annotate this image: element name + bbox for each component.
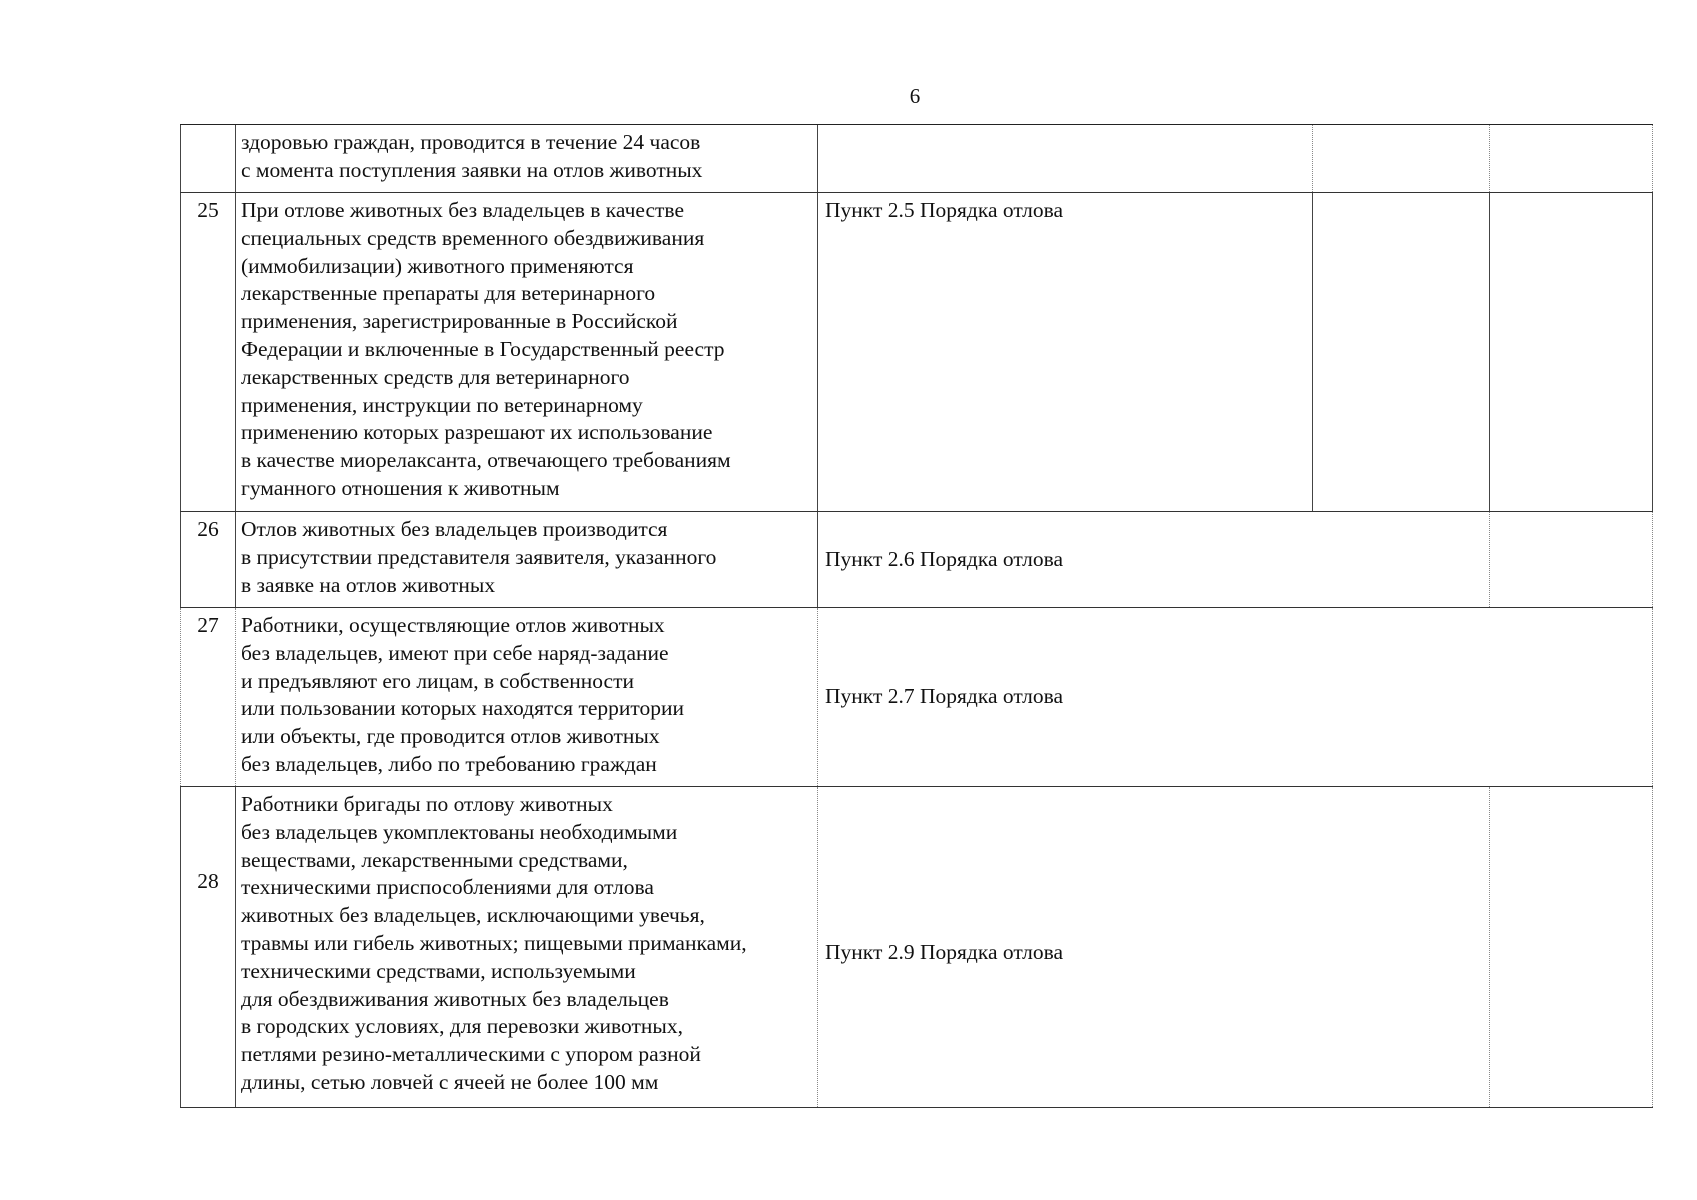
text-line: в городских условиях, для перевозки животных, (241, 1014, 683, 1039)
text-line: с момента поступления заявки на отлов животных (241, 157, 703, 182)
requirements-table (180, 124, 1653, 1108)
table-row (180, 608, 1653, 787)
table-row (180, 193, 1653, 512)
text-line: в качестве миорелаксанта, отвечающего требованиям (241, 448, 731, 473)
row-number-text: 28 (197, 869, 219, 894)
text-line: техническими средствами, используемыми (241, 958, 636, 983)
text-line: без владельцев, имеют при себе наряд-задание (241, 640, 669, 665)
empty-cell (1489, 787, 1653, 1107)
text-line: применению которых разрешают их использование (241, 420, 713, 445)
text-line: без владельцев укомплектованы необходимыми (241, 819, 678, 844)
text-line: Отлов животных без владельцев производится (241, 517, 668, 541)
text-line: в заявке на отлов животных (241, 572, 496, 597)
empty-cell (1312, 608, 1489, 786)
text-line: здоровью граждан, проводится в течение 24 часов (241, 130, 701, 154)
table-row (180, 512, 1653, 608)
text-line: лекарственных средств для ветеринарного (241, 364, 630, 389)
empty-cell (1312, 193, 1489, 511)
empty-cell (1489, 193, 1653, 511)
text-line: (иммобилизации) животного применяются (241, 253, 634, 278)
row-number (180, 125, 235, 192)
row-number: 27 (180, 608, 235, 786)
reference-text: Пункт 2.6 Порядка отлова (825, 546, 1064, 571)
empty-cell (1489, 125, 1653, 192)
text-line: Работники, осуществляющие отлов животных (241, 613, 665, 637)
text-line: специальных средств временного обездвиживания (241, 225, 705, 250)
text-line: петлями резино-металлическими с упором разной (241, 1042, 701, 1067)
reference: Пункт 2.5 Порядка отлова (817, 193, 1312, 511)
text-line: в присутствии представителя заявителя, указанного (241, 544, 717, 569)
reference-text: Пункт 2.7 Порядка отлова (825, 684, 1064, 709)
text-line: Работники бригады по отлову животных (241, 792, 613, 816)
requirement-text (235, 512, 817, 607)
empty-cell (1312, 787, 1489, 1107)
requirement-text (235, 193, 817, 511)
empty-cell (1312, 512, 1489, 607)
reference (817, 608, 1312, 786)
page-number: 6 (909, 84, 921, 108)
empty-cell (1489, 512, 1653, 607)
reference (817, 512, 1312, 607)
row-number: 25 (180, 193, 235, 511)
text-line: гуманного отношения к животным (241, 475, 560, 500)
text-line: применения, зарегистрированные в Российской (241, 309, 678, 334)
row-number (180, 787, 235, 1107)
row-number: 26 (180, 512, 235, 607)
table-row (180, 125, 1653, 193)
requirement-text (235, 787, 817, 1107)
text-line: При отлове животных без владельцев в качестве (241, 198, 684, 222)
text-line: или пользовании которых находятся территории (241, 696, 685, 721)
requirement-text (235, 125, 817, 192)
text-line: применения, инструкции по ветеринарному (241, 392, 643, 417)
requirement-text (235, 608, 817, 786)
text-line: Федерации и включенные в Государственный реестр (241, 336, 725, 361)
table-row (180, 787, 1653, 1107)
empty-cell (1489, 608, 1653, 786)
text-line: веществами, лекарственными средствами, (241, 847, 628, 872)
text-line: лекарственные препараты для ветеринарного (241, 281, 656, 306)
reference (817, 125, 1312, 192)
reference-text: Пункт 2.9 Порядка отлова (825, 940, 1064, 965)
empty-cell (1312, 125, 1489, 192)
text-line: животных без владельцев, исключающими увечья, (241, 903, 705, 928)
text-line: для обездвиживания животных без владельцев (241, 986, 669, 1011)
text-line: без владельцев, либо по требованию граждан (241, 751, 657, 776)
text-line: и предъявляют его лицам, в собственности (241, 668, 634, 693)
reference (817, 787, 1312, 1107)
text-line: или объекты, где проводится отлов животных (241, 724, 660, 749)
text-line: травмы или гибель животных; пищевыми приманками, (241, 930, 747, 955)
text-line: длины, сетью ловчей с ячеей не более 100 мм (241, 1069, 659, 1094)
text-line: техническими приспособлениями для отлова (241, 875, 654, 900)
